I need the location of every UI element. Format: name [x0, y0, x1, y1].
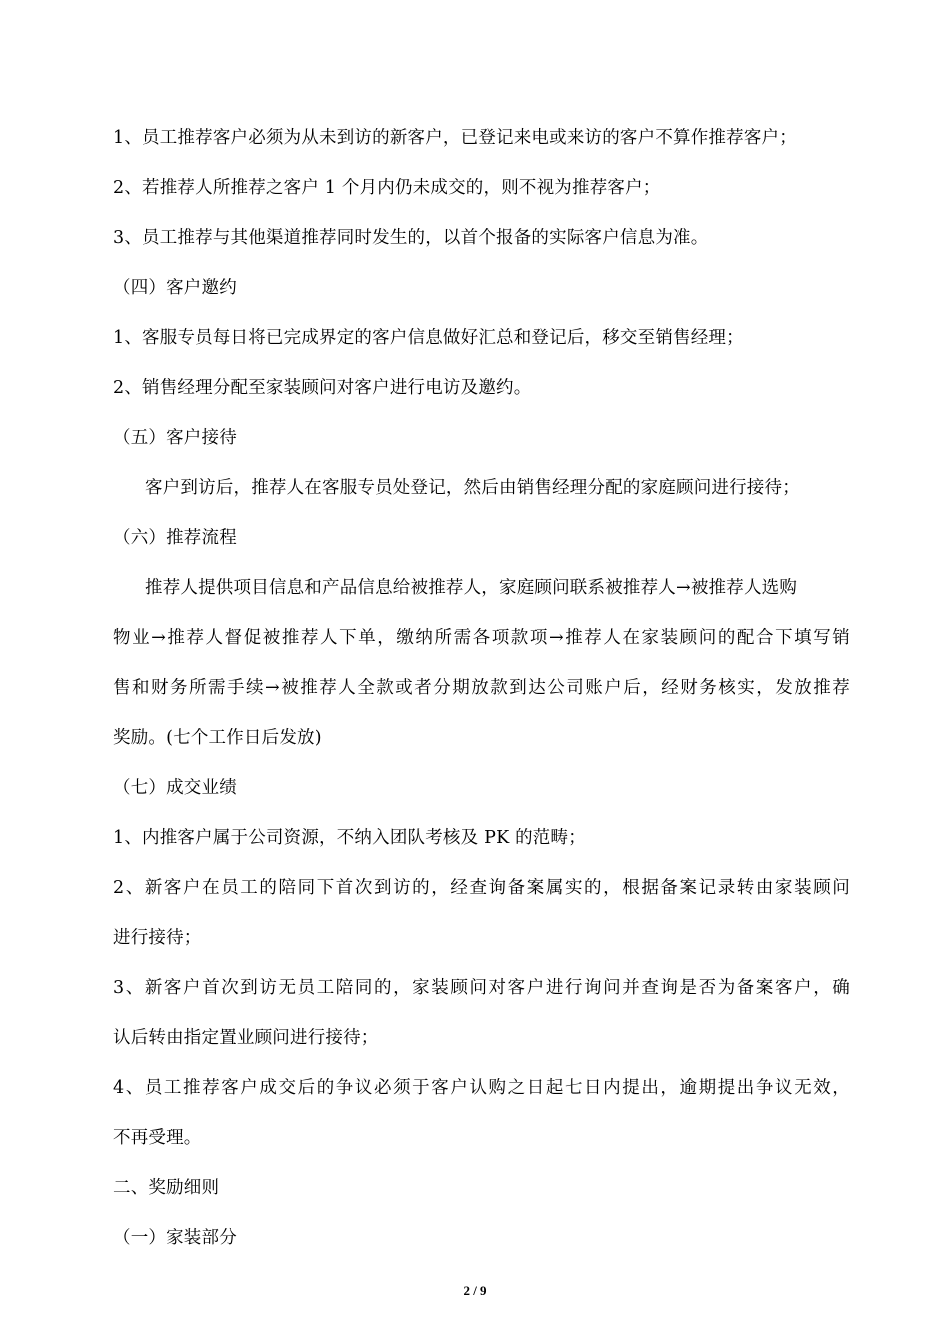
performance-line-4a: 4、员工推荐客户成交后的争议必须于客户认购之日起七日内提出，逾期提出争议无效， [113, 1078, 850, 1098]
rule-line-2: 2、若推荐人所推荐之客户 1 个月内仍未成交的，则不视为推荐客户； [113, 178, 661, 198]
section-heading-referral-process: （六）推荐流程 [113, 528, 237, 548]
invitation-line-2: 2、销售经理分配至家装顾问对客户进行电访及邀约。 [113, 378, 532, 398]
rule-line-1: 1、员工推荐客户必须为从未到访的新客户，已登记来电或来访的客户不算作推荐客户； [113, 128, 797, 148]
performance-line-3a: 3、新客户首次到访无员工陪同的，家装顾问对客户进行询问并查询是否为备案客户，确 [113, 978, 850, 998]
section-heading-reward-rules: 二、奖励细则 [113, 1178, 220, 1198]
page-number: 2 / 9 [463, 1283, 487, 1298]
section-heading-customer-invitation: （四）客户邀约 [113, 278, 237, 298]
invitation-line-1: 1、客服专员每日将已完成界定的客户信息做好汇总和登记后，移交至销售经理； [113, 328, 744, 348]
reception-paragraph: 客户到访后，推荐人在客服专员处登记，然后由销售经理分配的家庭顾问进行接待； [145, 478, 800, 498]
performance-line-3b: 认后转由指定置业顾问进行接待； [113, 1028, 379, 1048]
rule-line-3: 3、员工推荐与其他渠道推荐同时发生的，以首个报备的实际客户信息为准。 [113, 228, 709, 248]
section-heading-customer-reception: （五）客户接待 [113, 428, 237, 448]
section-heading-home-decoration: （一）家装部分 [113, 1228, 237, 1248]
performance-line-2a: 2、新客户在员工的陪同下首次到访的，经查询备案属实的，根据备案记录转由家装顾问 [113, 878, 850, 898]
process-line-2: 物业→推荐人督促被推荐人下单，缴纳所需各项款项→推荐人在家装顾问的配合下填写销 [113, 628, 850, 648]
process-line-3: 售和财务所需手续→被推荐人全款或者分期放款到达公司账户后，经财务核实，发放推荐 [113, 678, 850, 698]
process-line-4: 奖励。(七个工作日后发放) [113, 728, 322, 748]
performance-line-1: 1、内推客户属于公司资源，不纳入团队考核及 PK 的范畴； [113, 828, 586, 848]
process-line-1: 推荐人提供项目信息和产品信息给被推荐人，家庭顾问联系被推荐人→被推荐人选购 [145, 578, 798, 598]
performance-line-4b: 不再受理。 [113, 1128, 202, 1148]
section-heading-deal-performance: （七）成交业绩 [113, 778, 237, 798]
performance-line-2b: 进行接待； [113, 928, 202, 948]
